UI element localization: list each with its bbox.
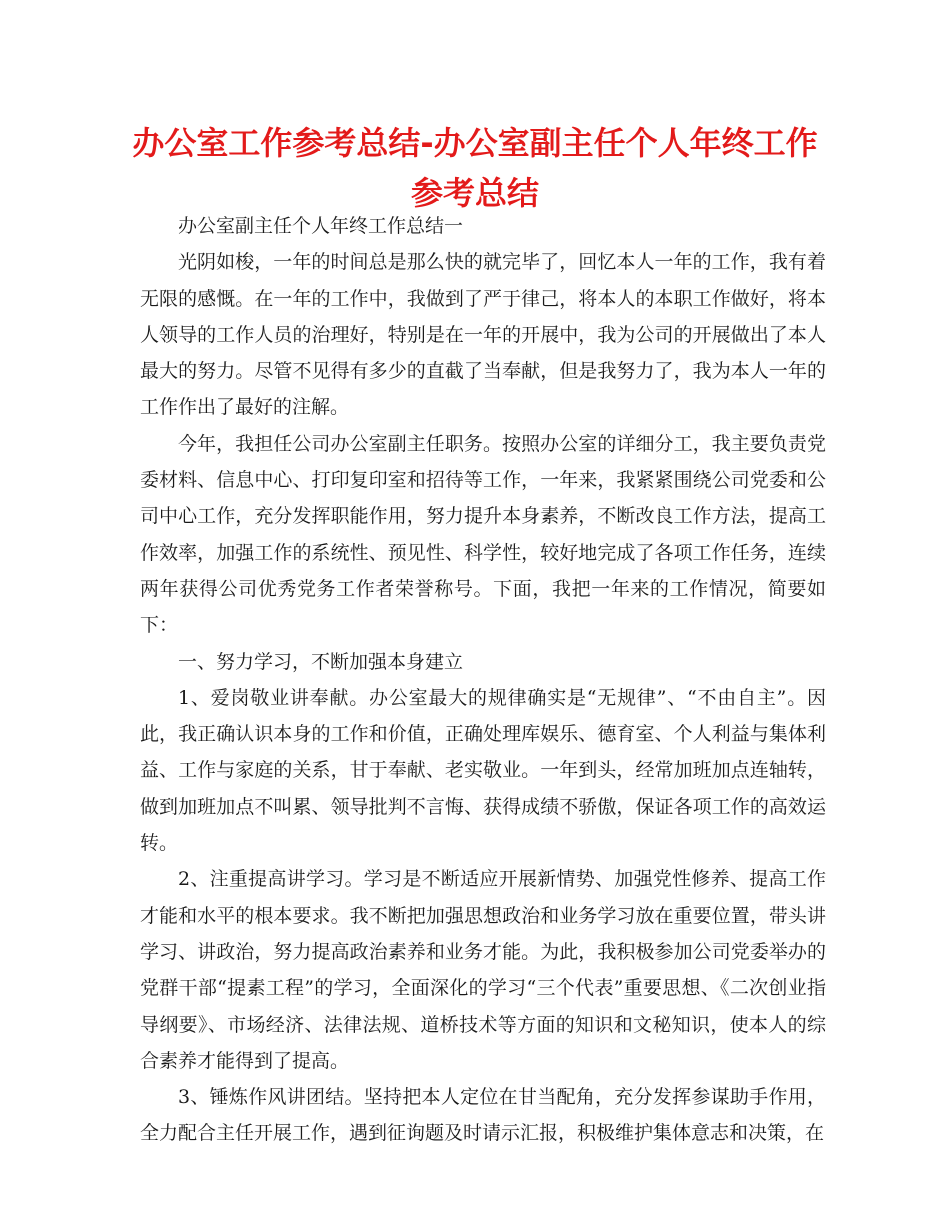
paragraph: 1、爱岗敬业讲奉献。办公室最大的规律确实是“无规律”、“不由自主”。因此，我正确认识本身的工作和价值，正确处理库娱乐、德育室、个人利益与集体利益、工作与家庭的关系，甘于奉献、老实敬业。一年到头，经常加班加点连轴转，做到加班加点不叫累、领导批判不言悔、获得成绩不骄傲，保证各项工作的高效运转。 <box>140 686 826 855</box>
paragraph: 2、注重提高讲学习。学习是不断适应开展新情势、加强党性修养、提高工作才能和水平的根本要求。我不断把加强思想政治和业务学习放在重要位置，带头讲学习、讲政治，努力提高政治素养和业务才能。为此，我积极参加公司党委举办的党群干部“提素工程”的学习，全面深化的学习“三个代表”重要思想、《二次创业指导纲要》、市场经济、法律法规、道桥技术等方面的知识和文秘知识，使本人的综合素养才能得到了提高。 <box>140 868 826 1072</box>
section-heading: 一、努力学习，不断加强本身建立 <box>178 650 464 673</box>
paragraph: 光阴如梭，一年的时间总是那么快的就完毕了，回忆本人一年的工作，我有着无限的感慨。在一年的工作中，我做到了严于律己，将本人的本职工作做好，将本人领导的工作人员的治理好，特别是在一年的开展中，我为公司的开展做出了本人最大的努力。尽管不见得有多少的直截了当奉献，但是我努力了，我为本人一年的工作作出了最好的注解。 <box>140 251 826 419</box>
paragraph: 今年，我担任公司办公室副主任职务。按照办公室的详细分工，我主要负责党委材料、信息中心、打印复印室和招待等工作，一年来，我紧紧围绕公司党委和公司中心工作，充分发挥职能作用，努力提升本身素养，不断改良工作方法，提高工作效率，加强工作的系统性、预见性、科学性，较好地完成了各项工作任务，连续两年获得公司优秀党务工作者荣誉称号。下面，我把一年来的工作情况，简要如下： <box>140 432 826 637</box>
section-heading: 办公室副主任个人年终工作总结一 <box>178 215 464 237</box>
document-body <box>140 208 826 1152</box>
paragraph: 3、锤炼作风讲团结。坚持把本人定位在甘当配角，充分发挥参谋助手作用，全力配合主任开展工作，遇到征询题及时请示汇报，积极维护集体意志和决策，在 <box>140 1086 826 1145</box>
document-title: 办公室工作参考总结-办公室副主任个人年终工作参考总结 <box>132 124 818 212</box>
